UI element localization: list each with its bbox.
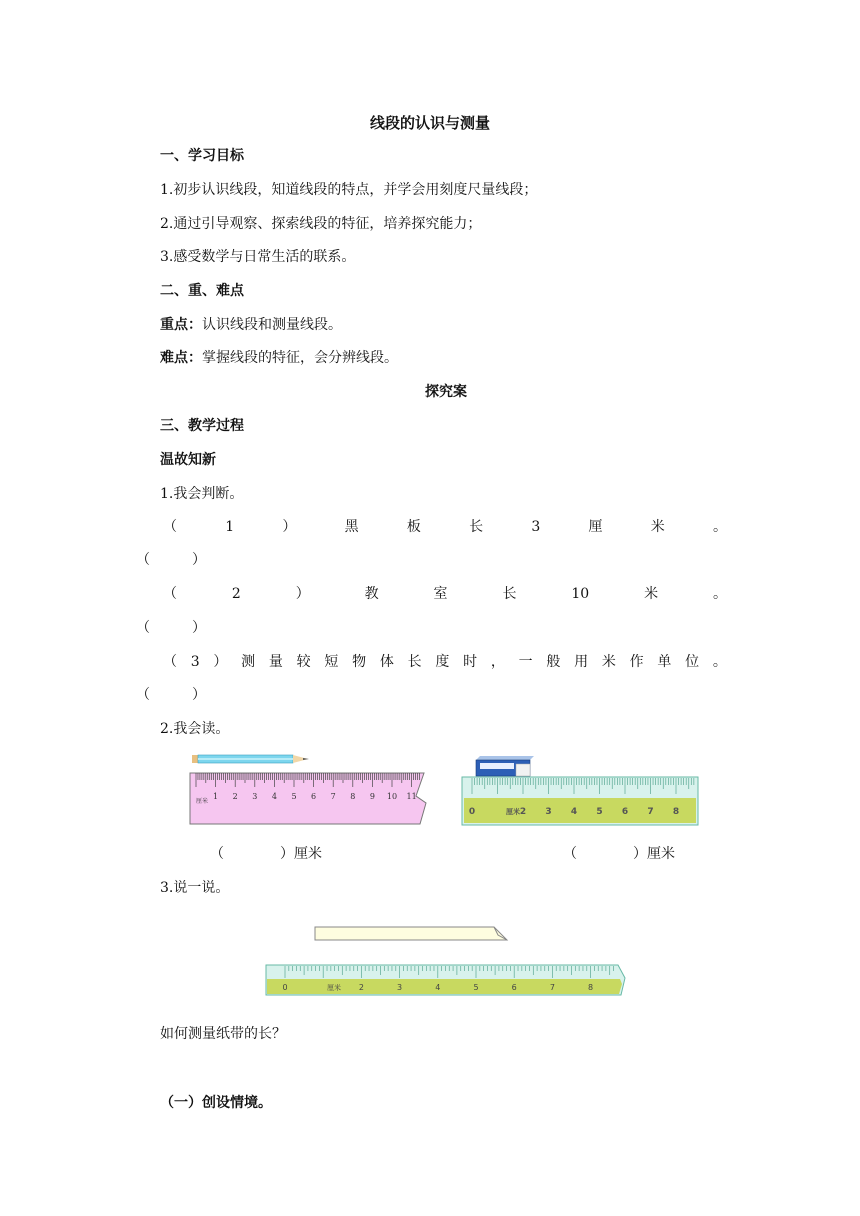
- ruler-number: 6: [511, 983, 517, 992]
- key-points-heading: 二、重、难点: [160, 283, 244, 299]
- ruler-number: 2: [519, 807, 527, 817]
- objective-item: 1.初步认识线段，知道线段的特点，并学会用刻度尺量线段；: [160, 182, 538, 198]
- difficult-point: [160, 349, 398, 367]
- judge-char: 米: [644, 586, 659, 602]
- ruler-number: 1: [213, 792, 219, 801]
- ruler-number: 6: [621, 807, 629, 817]
- judge-char: 2: [231, 586, 241, 602]
- key-text: 认识线段和测量线段。: [202, 317, 342, 333]
- judge-char: ）: [282, 519, 297, 535]
- judge-char: 3: [190, 654, 200, 670]
- judge-char: 10: [571, 586, 590, 602]
- judge-char: 短: [324, 654, 339, 670]
- measuring-ruler-figure: [263, 962, 633, 998]
- pencil-ruler-figure: [188, 752, 434, 826]
- ruler-number: 8: [350, 792, 356, 801]
- judge-char: 米: [650, 519, 665, 535]
- ruler-number: 4: [435, 983, 441, 992]
- question-3: 3.说一说。: [160, 880, 230, 896]
- judge-char: ）: [213, 654, 228, 670]
- judge-item-1: [163, 518, 727, 536]
- judge-char: （: [163, 519, 177, 535]
- ruler-number: 8: [672, 807, 680, 817]
- question-2: 2.我会读。: [160, 721, 230, 737]
- eraser-ruler-figure: [458, 752, 704, 828]
- judge-char: ，: [490, 654, 505, 670]
- page-title: 线段的认识与测量: [369, 114, 490, 132]
- key-point: [160, 316, 342, 334]
- ruler-number: 5: [473, 983, 479, 992]
- ruler-number: 11: [406, 792, 417, 801]
- ruler-number: 5: [291, 792, 297, 801]
- judge-char: 长: [502, 586, 517, 602]
- judge-char: 般: [546, 654, 561, 670]
- judge-char: 物: [352, 654, 367, 670]
- objective-item: 2.通过引导观察、探索线段的特征，培养探究能力；: [160, 216, 482, 232]
- judge-char: 测: [241, 654, 256, 670]
- judge-char: 时: [463, 654, 478, 670]
- ruler-number: 7: [647, 807, 654, 817]
- ruler-number: 6: [311, 792, 317, 801]
- judge-char: 1: [225, 519, 235, 535]
- measure-question: 如何测量纸带的长？: [160, 1026, 286, 1042]
- eraser-icon: [476, 756, 534, 776]
- judge-char: 用: [574, 654, 589, 670]
- judge-char: 3: [531, 519, 541, 535]
- difficult-text: 掌握线段的特征，会分辨线段。: [202, 350, 398, 366]
- ruler-number: 2: [358, 983, 364, 992]
- question-1: 1.我会判断。: [160, 486, 244, 502]
- sub-heading-1: （一）创设情境。: [160, 1095, 272, 1111]
- judge-char: 。: [712, 519, 727, 535]
- ruler-unit-label: 厘米: [196, 798, 209, 805]
- judge-char: 位: [685, 654, 700, 670]
- ruler-number: 4: [570, 807, 578, 817]
- paper-strip: [312, 923, 510, 943]
- ruler-number: 7: [549, 983, 555, 992]
- judge-answer-1[interactable]: （ ）: [136, 552, 206, 568]
- judge-item-2: [163, 585, 727, 603]
- ruler-number: 7: [330, 792, 336, 801]
- judge-char: 较: [296, 654, 311, 670]
- judge-answer-2[interactable]: （ ）: [136, 620, 206, 636]
- ruler-number: 5: [596, 807, 603, 817]
- judge-char: 。: [712, 654, 727, 670]
- judge-char: 体: [379, 654, 394, 670]
- judge-char: 单: [657, 654, 672, 670]
- ruler-number: 4: [271, 792, 277, 801]
- judge-char: 教: [364, 586, 379, 602]
- explore-heading: 探究案: [425, 384, 467, 400]
- judge-char: 米: [601, 654, 616, 670]
- ruler-number: 0: [282, 983, 288, 992]
- judge-item-3: [163, 653, 727, 671]
- judge-char: ）: [295, 586, 310, 602]
- ruler-number: 8: [588, 983, 594, 992]
- judge-char: 板: [406, 519, 421, 535]
- pencil-icon: [192, 755, 309, 763]
- review-heading: 温故知新: [160, 452, 216, 468]
- answer-left[interactable]: （ ）厘米: [210, 846, 322, 862]
- ruler-unit-label: 厘米: [506, 808, 520, 816]
- judge-char: （: [163, 654, 177, 670]
- judge-char: （: [163, 586, 177, 602]
- judge-char: 长: [469, 519, 484, 535]
- ruler-number: 2: [232, 792, 238, 801]
- judge-char: 厘: [588, 519, 603, 535]
- objective-item: 3.感受数学与日常生活的联系。: [160, 249, 356, 265]
- judge-char: 室: [433, 586, 448, 602]
- judge-char: 黑: [344, 519, 359, 535]
- ruler-label-band: [464, 798, 696, 823]
- ruler-number: 3: [545, 807, 552, 817]
- judge-char: 长: [407, 654, 422, 670]
- ruler-number: 0: [468, 807, 476, 817]
- answer-right[interactable]: （ ）厘米: [563, 846, 675, 862]
- ruler-label-band: [267, 979, 622, 994]
- process-heading: 三、教学过程: [160, 418, 244, 434]
- difficult-label: 难点：: [160, 350, 202, 366]
- ruler-number: 9: [369, 792, 375, 801]
- objectives-heading: 一、学习目标: [160, 148, 244, 164]
- ruler-unit-label: 厘米: [327, 984, 341, 992]
- judge-char: 度: [435, 654, 450, 670]
- judge-char: 一: [518, 654, 533, 670]
- judge-char: 。: [713, 586, 727, 602]
- key-label: 重点：: [160, 317, 202, 333]
- ruler-number: 10: [386, 792, 398, 801]
- ruler-number: 3: [397, 983, 403, 992]
- judge-char: 量: [268, 654, 283, 670]
- ruler-number: 3: [252, 792, 258, 801]
- judge-char: 作: [629, 654, 644, 670]
- judge-answer-3[interactable]: （ ）: [136, 687, 206, 703]
